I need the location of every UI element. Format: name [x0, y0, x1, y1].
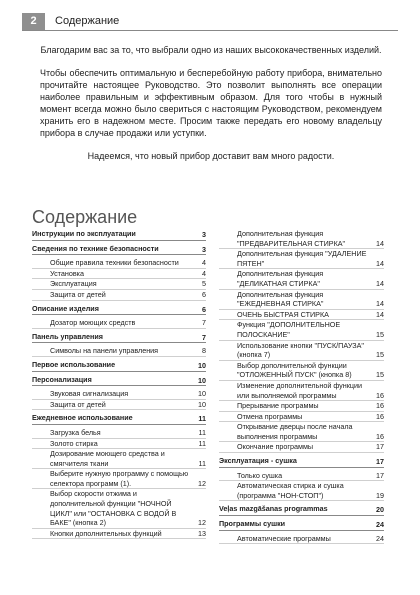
- toc-section-entry: [32, 332, 206, 344]
- page-header: [22, 13, 398, 31]
- toc-subsection-entry: [32, 439, 206, 450]
- toc-subsection-entry: [219, 341, 384, 361]
- toc-entry-page: 10: [198, 360, 206, 370]
- toc-entry-title: Окончание программы: [237, 442, 314, 452]
- toc-entry-title: Дозирование моющего средства и смягчителя ткани: [50, 449, 165, 468]
- toc-entry-page: 10: [198, 389, 206, 399]
- toc-entry-page: 17: [376, 470, 384, 480]
- toc-subsection-entry: [219, 422, 384, 442]
- toc-entry-title: Дополнительная функция "ЕЖЕДНЕВНАЯ СТИРКА": [237, 289, 324, 309]
- toc-entry-page: 11: [198, 427, 206, 437]
- toc-entry-page: 7: [202, 318, 206, 328]
- toc-entry-page: 8: [202, 346, 206, 356]
- toc-entry-title: Выбор скорости отжима и дополнительной функции "НОЧНОЙ ЦИКЛ" или "ОСТАНОВКА С ВОДОЙ В БАКЕ" (кнопка 2): [50, 489, 177, 528]
- toc-entry-title: Только сушка: [237, 470, 283, 480]
- toc-entry-page: 14: [376, 309, 384, 319]
- toc-entry-page: 17: [376, 442, 384, 452]
- toc-entry-title: Сведения по технике безопасности: [32, 243, 159, 253]
- toc-entry-title: Золото стирка: [50, 438, 98, 448]
- toc-subsection-entry: [219, 290, 384, 310]
- toc-entry-page: 15: [376, 350, 384, 360]
- toc-section-entry: [219, 504, 384, 516]
- toc-entry-title: Первое использование: [32, 359, 116, 369]
- intro-paragraph-instructions: Чтобы обеспечить оптимальную и бесперебойную работу прибора, внимательно прочитайте настоящее Руководство. Это позволит выполнять все операции наиболее правильным и эффективным образом. Для того чтобы в нужный момент всегда можно было свериться с настоящим Руководством, рекомендуем хранить его в надежном месте. Просим также передать его новому владельцу прибора в случае продажи или уступки.: [40, 68, 382, 138]
- toc-entry-title: Установка: [50, 268, 84, 278]
- toc-entry-page: 10: [198, 399, 206, 409]
- intro-paragraph-thanks: Благодарим вас за то, что выбрали одно из наших высококачественных изделий.: [40, 45, 382, 55]
- toc-entry-page: 15: [376, 329, 384, 339]
- toc-entry-page: 16: [376, 390, 384, 400]
- toc-entry-title: Символы на панели управления: [50, 346, 159, 356]
- toc-subsection-entry: [32, 279, 206, 290]
- toc-subsection-entry: [219, 310, 384, 321]
- toc-entry-title: Звуковая сигнализация: [50, 389, 129, 399]
- toc-entry-page: 4: [202, 268, 206, 278]
- toc-entry-page: 14: [376, 278, 384, 288]
- toc-entry-page: 12: [198, 478, 206, 488]
- toc-subsection-entry: [219, 249, 384, 269]
- toc-entry-page: 19: [376, 490, 384, 500]
- toc-entry-title: Автоматическая стирка и сушка (программа "НОН-СТОП"): [237, 481, 344, 500]
- toc-subsection-entry: [32, 400, 206, 411]
- toc-entry-title: Общие правила техники безопасности: [50, 258, 179, 268]
- toc-entry-title: Выбор дополнительной функции "ОТЛОЖЕННЫЙ ПУСК" (кнопка 8): [237, 360, 352, 380]
- toc-entry-title: Персонализация: [32, 374, 92, 384]
- toc-entry-page: 14: [376, 258, 384, 268]
- toc-section-entry: [219, 456, 384, 468]
- toc-entry-title: Функция "ДОПОЛНИТЕЛЬНОЕ ПОЛОСКАНИЕ": [237, 320, 341, 339]
- toc-entry-title: Использование кнопки "ПУСК/ПАУЗА" (кнопка 7): [237, 340, 364, 360]
- toc-entry-page: 12: [198, 518, 206, 528]
- toc-title: Содержание: [32, 207, 138, 227]
- toc-subsection-entry: [219, 534, 384, 545]
- toc-subsection-entry: [219, 320, 384, 340]
- toc-entry-page: 20: [376, 505, 384, 515]
- toc-entry-page: 5: [202, 279, 206, 289]
- toc-subsection-entry: [219, 269, 384, 289]
- toc-entry-title: Выберите нужную программу с помощью селектора программ (1).: [50, 469, 189, 488]
- toc-subsection-entry: [32, 318, 206, 329]
- toc-entry-title: Кнопки дополнительных функций: [50, 528, 162, 538]
- toc-entry-title: Открывание дверцы после начала выполнения программы: [237, 422, 353, 441]
- toc-entry-title: Загрузка белья: [50, 427, 101, 437]
- toc-entry-title: Инструкции по эксплуатации: [32, 229, 136, 238]
- toc-entry-page: 6: [202, 289, 206, 299]
- toc-subsection-entry: [32, 290, 206, 301]
- toc-column-right: [219, 229, 384, 544]
- toc-subsection-entry: [219, 412, 384, 423]
- toc-subsection-entry: [219, 471, 384, 482]
- header-rule: [22, 30, 398, 31]
- toc-section-entry: [32, 229, 206, 241]
- toc-entry-page: 10: [198, 375, 206, 385]
- toc-entry-page: 24: [376, 533, 384, 543]
- toc-entry-title: Защита от детей: [50, 399, 106, 409]
- toc-subsection-entry: [32, 389, 206, 400]
- toc-entry-title: Прерывание программы: [237, 401, 319, 411]
- toc-entry-page: 14: [376, 299, 384, 309]
- toc-subsection-entry: [32, 258, 206, 269]
- toc-subsection-entry: [219, 229, 384, 249]
- toc-entry-title: Дозатор моющих средств: [50, 318, 136, 328]
- toc-entry-page: 16: [376, 431, 384, 441]
- toc-entry-page: 11: [198, 458, 206, 468]
- toc-entry-page: 13: [198, 528, 206, 538]
- toc-subsection-entry: [32, 428, 206, 439]
- toc-entry-title: Описание изделия: [32, 303, 99, 313]
- toc-entry-page: 24: [376, 520, 384, 530]
- toc-entry-page: 15: [376, 370, 384, 380]
- toc-subsection-entry: [219, 381, 384, 401]
- toc-entry-page: 3: [202, 230, 206, 239]
- toc-entry-title: Защита от детей: [50, 289, 106, 299]
- toc-entry-page: 3: [202, 244, 206, 254]
- toc-entry-title: Ежедневное использование: [32, 413, 133, 423]
- toc-section-entry: [32, 413, 206, 425]
- toc-entry-title: Дополнительная функция "ДЕЛИКАТНАЯ СТИРКА": [237, 269, 324, 288]
- toc-entry-title: Изменение дополнительной функции или выполняемой программы: [237, 380, 363, 400]
- toc-entry-title: Программы сушки: [219, 519, 286, 529]
- intro-paragraph-wish: Надеемся, что новый прибор доставит вам много радости.: [87, 151, 335, 161]
- toc-entry-title: Панель управления: [32, 331, 103, 341]
- toc-entry-title: Эксплуатация - сушка: [219, 456, 297, 466]
- toc-entry-page: 14: [376, 238, 384, 248]
- toc-subsection-entry: [32, 529, 206, 540]
- toc-entry-page: 4: [202, 258, 206, 268]
- toc-section-entry: [32, 244, 206, 256]
- page-number: 2: [22, 13, 45, 30]
- toc-subsection-entry: [219, 442, 384, 453]
- toc-subsection-entry: [219, 401, 384, 412]
- toc-entry-title: Veļas mazgāšanas programmas: [219, 504, 328, 514]
- toc-entry-page: 17: [376, 457, 384, 467]
- toc-entry-title: ОЧЕНЬ БЫСТРАЯ СТИРКА: [237, 309, 329, 319]
- toc-section-entry: [219, 519, 384, 531]
- intro-text: [40, 44, 382, 173]
- toc-subsection-entry: [32, 489, 206, 528]
- toc-subsection-entry: [219, 481, 384, 501]
- toc-entry-title: Автоматические программы: [237, 533, 331, 543]
- toc-entry-title: Эксплуатация: [50, 279, 97, 289]
- toc-section-entry: [32, 375, 206, 387]
- toc-entry-page: 11: [198, 414, 206, 424]
- toc-section-entry: [32, 360, 206, 372]
- toc-subsection-entry: [32, 269, 206, 280]
- toc-entry-page: 6: [202, 304, 206, 314]
- toc-section-entry: [32, 304, 206, 316]
- toc-subsection-entry: [32, 469, 206, 489]
- toc-entry-page: 16: [376, 401, 384, 411]
- toc-column-left: [32, 229, 206, 539]
- toc-subsection-entry: [219, 361, 384, 381]
- toc-entry-title: Дополнительная функция "УДАЛЕНИЕ ПЯТЕН": [237, 249, 367, 268]
- toc-entry-page: 7: [202, 332, 206, 342]
- toc-subsection-entry: [32, 346, 206, 357]
- toc-entry-title: Отмена программы: [237, 411, 303, 421]
- toc-subsection-entry: [32, 449, 206, 469]
- running-title: Содержание: [55, 15, 120, 27]
- toc-entry-title: Дополнительная функция "ПРЕДВАРИТЕЛЬНАЯ СТИРКА": [237, 229, 346, 248]
- toc-entry-page: 11: [198, 438, 206, 448]
- toc-entry-page: 16: [376, 411, 384, 421]
